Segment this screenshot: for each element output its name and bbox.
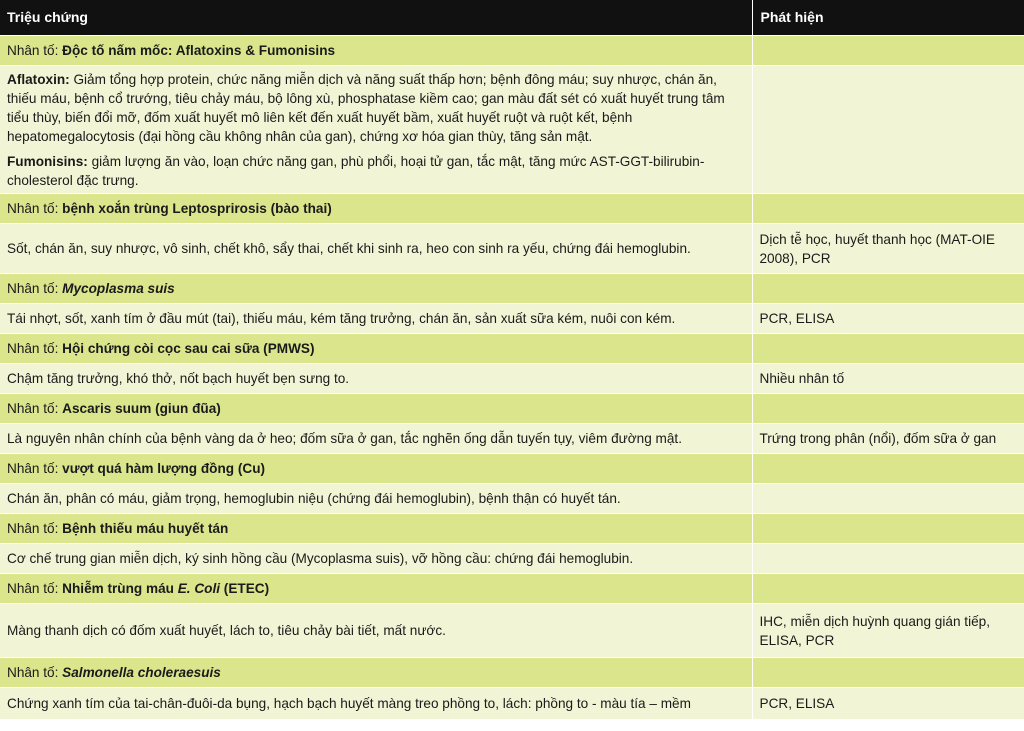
factor-name: (ETEC): [220, 581, 270, 596]
factor-cell: [0, 514, 752, 544]
factor-prefix: Nhân tố:: [7, 581, 63, 596]
symptom-text: Cơ chế trung gian miễn dịch, ký sinh hồng cầu (Mycoplasma suis), vỡ hồng cầu: chứng đái hemoglubin.: [7, 551, 634, 566]
factor-detection-cell: [752, 274, 1024, 304]
detection-text: IHC, miễn dịch huỳnh quang gián tiếp, ELISA, PCR: [759, 613, 990, 648]
symptom-row: [0, 544, 1024, 574]
factor-prefix: Nhân tố:: [7, 341, 63, 356]
factor-name: Salmonella choleraesuis: [62, 665, 221, 680]
symptom-cell: [0, 688, 752, 720]
factor-name: Bệnh thiếu máu huyết tán: [62, 521, 229, 536]
symptom-row: [0, 364, 1024, 394]
symptom-cell: [0, 544, 752, 574]
detection-text: Dịch tễ học, huyết thanh học (MAT-OIE 2008), PCR: [759, 231, 995, 266]
section-row: [0, 574, 1024, 604]
symptom-text: Chán ăn, phân có máu, giảm trọng, hemoglubin niệu (chứng đái hemoglubin), bệnh thận có huyết tán.: [7, 491, 621, 506]
factor-prefix: Nhân tố:: [7, 43, 63, 58]
table-header-row: [0, 0, 1024, 36]
factor-cell: [0, 334, 752, 364]
table-body: [0, 36, 1024, 720]
factor-prefix: Nhân tố:: [7, 521, 63, 536]
detection-text: Nhiều nhân tố: [759, 371, 845, 386]
detection-cell: [752, 304, 1024, 334]
symptom-lead: Fumonisins:: [7, 153, 88, 169]
factor-name: vượt quá hàm lượng đồng (Cu): [62, 461, 266, 476]
detection-cell: [752, 424, 1024, 454]
detection-cell: [752, 544, 1024, 574]
factor-name: Mycoplasma suis: [62, 281, 175, 296]
section-row: [0, 394, 1024, 424]
detection-cell: [752, 66, 1024, 194]
factor-cell: [0, 658, 752, 688]
symptom-cell: [0, 364, 752, 394]
factor-detection-cell: [752, 514, 1024, 544]
symptom-text: Tái nhợt, sốt, xanh tím ở đầu mút (tai), thiếu máu, kém tăng trưởng, chán ăn, sản xuất sữa kém, nuôi con kém.: [7, 311, 676, 326]
detection-text: PCR, ELISA: [759, 696, 835, 711]
factor-cell: [0, 36, 752, 66]
symptom-row: [0, 604, 1024, 658]
factor-name: Độc tố nấm mốc: Aflatoxins & Fumonisins: [62, 43, 336, 58]
factor-cell: [0, 274, 752, 304]
detection-cell: [752, 364, 1024, 394]
symptom-cell: [0, 66, 752, 194]
detection-cell: [752, 688, 1024, 720]
section-row: [0, 454, 1024, 484]
symptom-row: [0, 224, 1024, 274]
symptom-text: giảm lượng ăn vào, loạn chức năng gan, phù phổi, hoại tử gan, tắc mật, tăng mức AST-GGT-bilirubin-cholesterol đặc trưng.: [7, 153, 705, 188]
section-row: [0, 334, 1024, 364]
symptom-row: [0, 688, 1024, 720]
section-row: [0, 194, 1024, 224]
factor-name: Ascaris suum (giun đũa): [62, 401, 221, 416]
detection-cell: [752, 224, 1024, 274]
detection-text: Trứng trong phân (nổi), đốm sữa ở gan: [759, 431, 997, 446]
detection-text: PCR, ELISA: [759, 311, 835, 326]
symptom-row: [0, 484, 1024, 514]
symptom-row: [0, 304, 1024, 334]
symptom-lead: Aflatoxin:: [7, 71, 70, 87]
factor-detection-cell: [752, 36, 1024, 66]
section-row: [0, 514, 1024, 544]
section-row: [0, 36, 1024, 66]
symptom-row: [0, 66, 1024, 194]
detection-cell: [752, 484, 1024, 514]
factor-name: E. Coli: [177, 581, 221, 596]
section-row: [0, 658, 1024, 688]
symptom-cell: [0, 604, 752, 658]
symptom-cell: [0, 224, 752, 274]
factor-detection-cell: [752, 658, 1024, 688]
symptom-paragraph: [7, 152, 745, 190]
factor-prefix: Nhân tố:: [7, 201, 63, 216]
factor-name: bệnh xoắn trùng Leptosprirosis (bào thai): [62, 201, 332, 216]
factor-cell: [0, 394, 752, 424]
symptom-text: Màng thanh dịch có đốm xuất huyết, lách to, tiêu chảy bài tiết, mất nước.: [7, 623, 446, 638]
symptom-cell: [0, 304, 752, 334]
factor-prefix: Nhân tố:: [7, 665, 63, 680]
factor-prefix: Nhân tố:: [7, 401, 63, 416]
symptom-paragraph: [7, 70, 745, 146]
factor-detection-cell: [752, 454, 1024, 484]
symptom-text: Sốt, chán ăn, suy nhược, vô sinh, chết khô, sẩy thai, chết khi sinh ra, heo con sinh ra yếu, chứng đái hemoglubin.: [7, 241, 691, 256]
factor-detection-cell: [752, 574, 1024, 604]
symptom-row: [0, 424, 1024, 454]
header-symptoms: Triệu chứng: [0, 0, 752, 36]
factor-cell: [0, 454, 752, 484]
header-detection: Phát hiện: [752, 0, 1024, 36]
factor-prefix: Nhân tố:: [7, 461, 63, 476]
symptom-text: Giảm tổng hợp protein, chức năng miễn dịch và năng suất thấp hơn; bệnh đông máu; suy nhược, chán ăn, thiếu máu, bệnh cổ trướng, tiêu chảy máu, bộ lông xù, phosphatase kiềm cao; gan màu đất sét có xuất huyết trung tâm tiểu thùy, biến đổi mỡ, đốm xuất huyết mô liên kết đến xuất huyết bầm, xuất huyết ruột và ruột kết, bệnh hepatomegalocytosis (đại hồng cầu không nhân của gan), chứng xơ hóa gian thùy, tăng sản mật.: [7, 71, 725, 144]
factor-detection-cell: [752, 334, 1024, 364]
factor-name: Nhiễm trùng máu: [62, 581, 178, 596]
factor-name: Hội chứng còi cọc sau cai sữa (PMWS): [62, 341, 315, 356]
symptom-text: Chậm tăng trưởng, khó thở, nốt bạch huyết bẹn sưng to.: [7, 371, 350, 386]
symptom-text: Chứng xanh tím của tai-chân-đuôi-da bụng, hạch bạch huyết màng treo phồng to, lách: phồng to - màu tía – mềm: [7, 696, 691, 711]
symptom-cell: [0, 424, 752, 454]
factor-cell: [0, 194, 752, 224]
factor-cell: [0, 574, 752, 604]
factor-detection-cell: [752, 194, 1024, 224]
detection-cell: [752, 604, 1024, 658]
section-row: [0, 274, 1024, 304]
factor-detection-cell: [752, 394, 1024, 424]
symptom-cell: [0, 484, 752, 514]
symptom-text: Là nguyên nhân chính của bệnh vàng da ở heo; đốm sữa ở gan, tắc nghẽn ống dẫn tuyến tụy, viêm đường mật.: [7, 431, 682, 446]
factor-prefix: Nhân tố:: [7, 281, 63, 296]
